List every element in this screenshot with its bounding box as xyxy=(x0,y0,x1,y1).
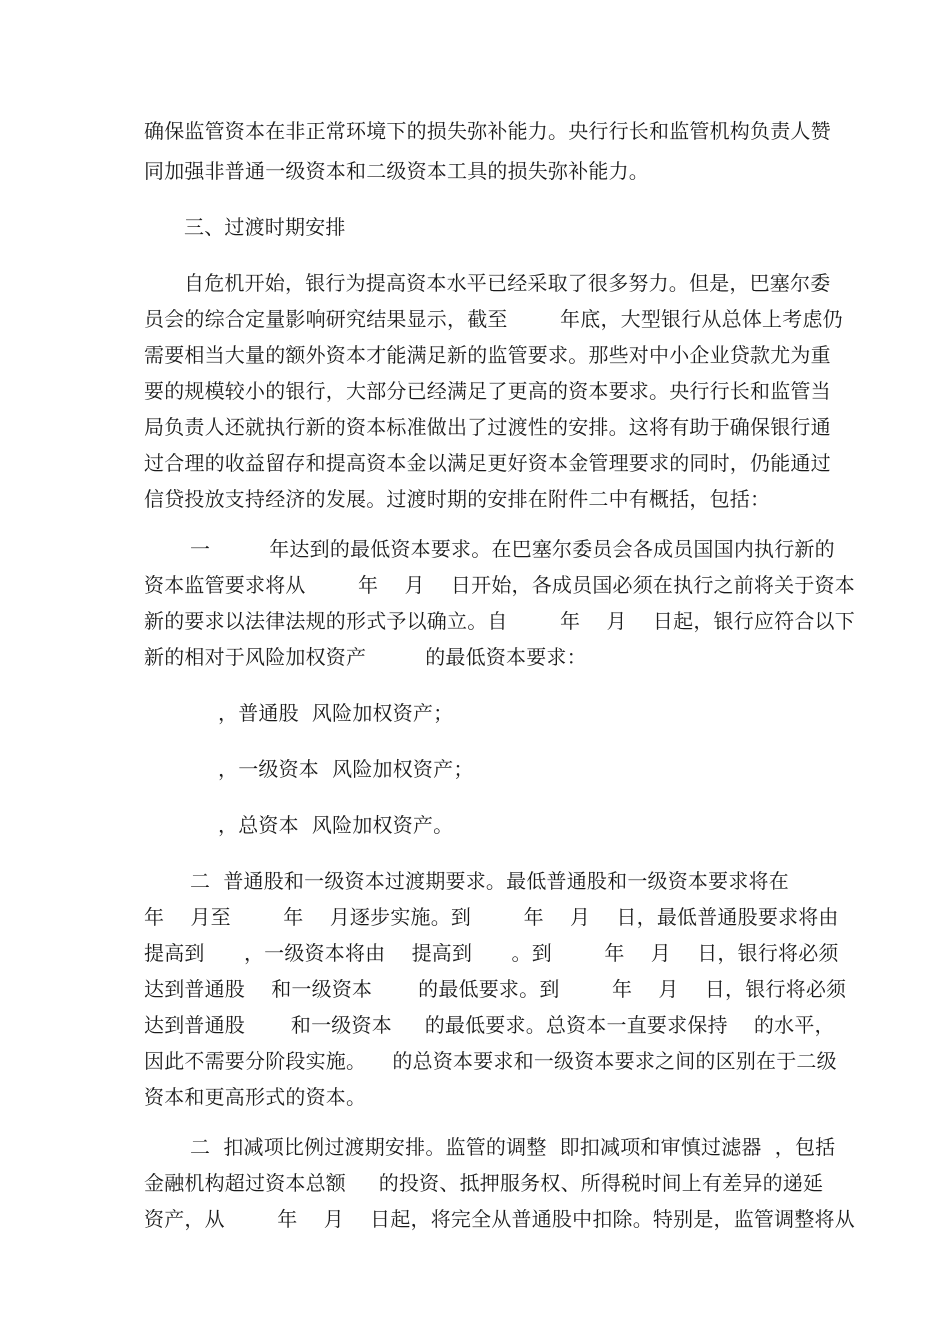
requirement-item: ，总资本 风险加权资产。 xyxy=(218,813,454,837)
paragraph-line: 确保监管资本在非正常环境下的损失弥补能力。央行行长和监管机构负责人赞 xyxy=(144,119,831,143)
paragraph-line: 一 年达到的最低资本要求。在巴塞尔委员会各成员国国内执行新的 xyxy=(190,537,835,561)
paragraph-line: 新的相对于风险加权资产 的最低资本要求： xyxy=(144,645,587,669)
paragraph-line: 因此不需要分阶段实施。 的总资本要求和一级资本要求之间的区别在于二级 xyxy=(144,1049,837,1073)
paragraph-line: 提高到 ，一级资本将由 提高到 。到 年 月 日，银行将必须 xyxy=(144,941,839,965)
requirement-item: ，一级资本 风险加权资产； xyxy=(218,757,474,781)
paragraph-line: 同加强非普通一级资本和二级资本工具的损失弥补能力。 xyxy=(144,159,649,183)
section-heading: 三、过渡时期安排 xyxy=(184,215,346,239)
paragraph-line: 二 普通股和一级资本过渡期要求。最低普通股和一级资本要求将在 xyxy=(190,869,789,893)
paragraph-line: 年 月至 年 月逐步实施。到 年 月 日，最低普通股要求将由 xyxy=(144,905,839,929)
paragraph-line: 二 扣减项比例过渡期安排。监管的调整 即扣减项和审慎过滤器 ，包括 xyxy=(190,1135,836,1159)
paragraph-line: 金融机构超过资本总额 的投资、抵押服务权、所得税时间上有差异的递延 xyxy=(144,1171,824,1195)
paragraph-line: 自危机开始，银行为提高资本水平已经采取了很多努力。但是，巴塞尔委 xyxy=(184,271,831,295)
paragraph-line: 达到普通股 和一级资本 的最低要求。总资本一直要求保持 的水平， xyxy=(144,1013,835,1037)
requirement-item: ，普通股 风险加权资产； xyxy=(218,701,454,725)
paragraph-line: 需要相当大量的额外资本才能满足新的监管要求。那些对中小企业贷款尤为重 xyxy=(144,343,831,367)
paragraph-line: 信贷投放支持经济的发展。过渡时期的安排在附件二中有概括，包括： xyxy=(144,487,771,511)
paragraph-line: 达到普通股 和一级资本 的最低要求。到 年 月 日，银行将必须 xyxy=(144,977,847,1001)
paragraph-line: 资本和更高形式的资本。 xyxy=(144,1085,367,1109)
paragraph-line: 员会的综合定量影响研究结果显示，截至 年底，大型银行从总体上考虑仍 xyxy=(144,307,843,331)
paragraph-line: 新的要求以法律法规的形式予以确立。自 年 月 日起，银行应符合以下 xyxy=(144,609,855,633)
paragraph-line: 要的规模较小的银行，大部分已经满足了更高的资本要求。央行行长和监管当 xyxy=(144,379,831,403)
paragraph-line: 过合理的收益留存和提高资本金以满足更好资本金管理要求的同时，仍能通过 xyxy=(144,451,831,475)
paragraph-line: 资本监管要求将从 年 月 日开始，各成员国必须在执行之前将关于资本 xyxy=(144,573,855,597)
paragraph-line: 资产，从 年 月 日起，将完全从普通股中扣除。特别是，监管调整将从 xyxy=(144,1207,855,1231)
paragraph-line: 局负责人还就执行新的资本标准做出了过渡性的安排。这将有助于确保银行通 xyxy=(144,415,831,439)
